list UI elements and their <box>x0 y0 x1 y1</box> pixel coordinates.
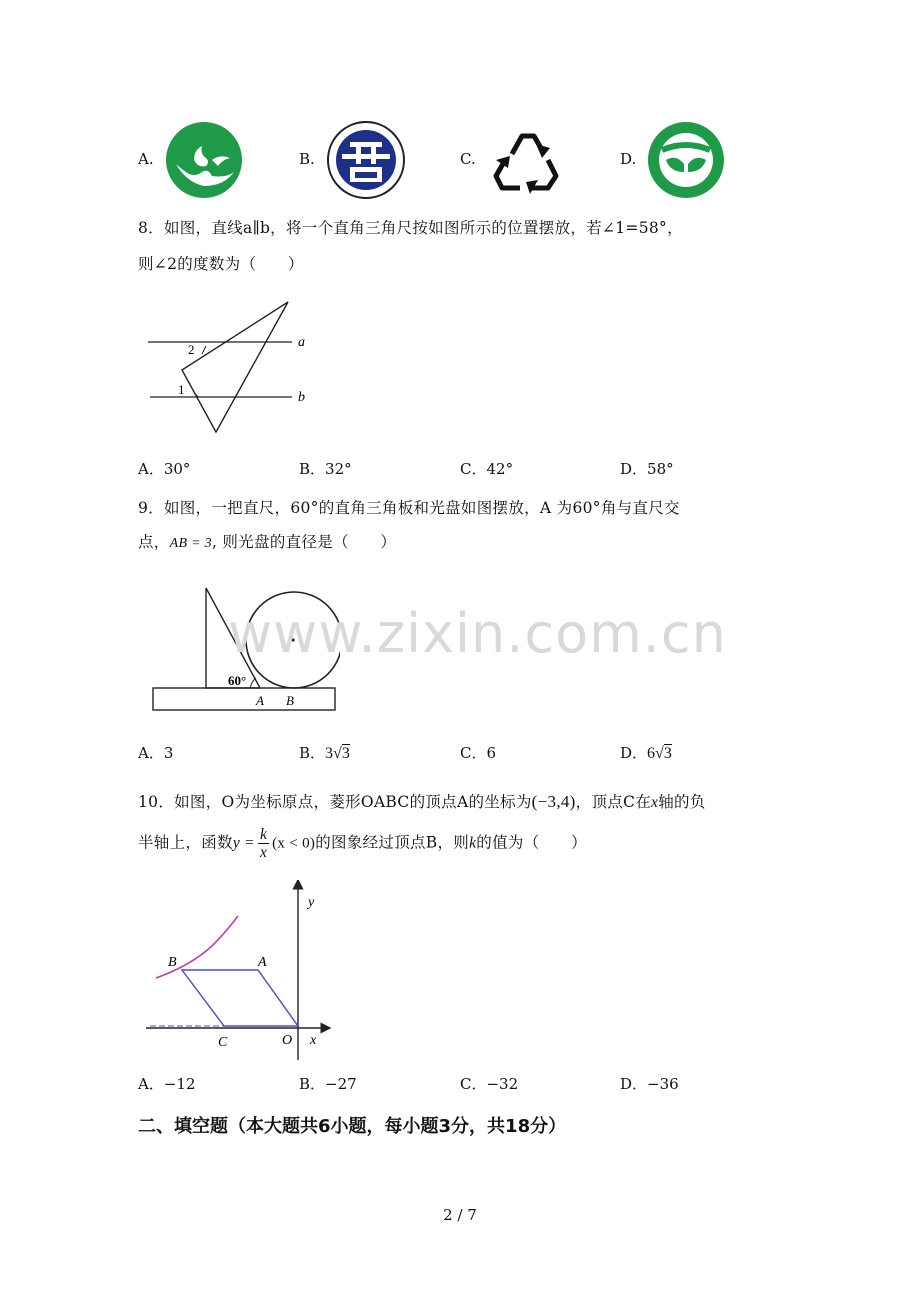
label-y-axis: y <box>308 895 315 910</box>
q7-option-a-label: A. <box>138 150 154 168</box>
q10-fraction-numerator: k <box>259 826 268 843</box>
label-angle-2: 2 <box>188 342 195 357</box>
label-point-c: C <box>218 1035 228 1050</box>
q8-figure <box>140 294 320 444</box>
label-line-b: b <box>298 390 305 405</box>
navy-emblem-logo-icon <box>326 120 406 200</box>
q10-option-d: D．−36 <box>620 1075 679 1093</box>
q10-text-line1 <box>138 790 706 812</box>
q10-text-line2 <box>138 826 587 861</box>
q10-fn-y: y = <box>232 834 255 852</box>
label-point-a: A <box>256 693 264 708</box>
q10-line2-part-a: 半轴上，函数 <box>138 833 233 852</box>
q9-text-line1: 9．如图，一把直尺，60°的直角三角板和光盘如图摆放，A 为60°角与直尺交 <box>138 499 680 517</box>
label-line-a: a <box>298 335 305 350</box>
watermark: www.zixin.com.cn <box>228 602 727 665</box>
q10-x-var: x <box>651 794 659 811</box>
q10-fraction <box>258 826 269 861</box>
q10-line1-part-b: ，顶点C在 <box>575 793 652 811</box>
q10-line1-part-a: 10．如图，O为坐标原点，菱形OABC的顶点A的坐标为 <box>138 793 532 811</box>
q10-fraction-denominator: x <box>259 844 268 861</box>
q8-option-b: B．32° <box>299 460 352 478</box>
q10-figure <box>140 880 340 1064</box>
green-water-logo-icon <box>164 120 244 200</box>
q7-option-c-label: C. <box>460 150 476 168</box>
green-food-logo-icon <box>646 120 726 200</box>
q9-option-c: C．6 <box>460 744 497 762</box>
q9-option-b <box>299 742 350 763</box>
q9-text-line2 <box>138 530 396 552</box>
q10-line2-part-b: 的图象经过顶点B，则 <box>315 833 470 852</box>
q9-option-d-label: D． <box>620 744 648 762</box>
q7-option-d-label: D. <box>620 150 637 168</box>
q9-option-d-radicand: 3 <box>663 745 672 762</box>
right-triangle <box>182 302 288 432</box>
sqrt-icon: √ <box>655 745 664 762</box>
ruler <box>153 688 335 710</box>
q9-option-d-coef: 6 <box>647 745 656 762</box>
label-angle-1: 1 <box>178 382 185 397</box>
label-angle-60: 60° <box>228 673 247 688</box>
q8-option-d: D．58° <box>620 460 674 478</box>
sqrt-icon: √ <box>333 745 342 762</box>
q8-option-c: C．42° <box>460 460 514 478</box>
label-point-b: B <box>286 693 294 708</box>
q9-option-b-coef: 3 <box>325 745 334 762</box>
q10-option-b: B．−27 <box>299 1075 357 1093</box>
q10-option-a: A．−12 <box>138 1075 196 1093</box>
q9-option-a: A．3 <box>138 744 174 762</box>
q9-line2-prefix: 点， <box>138 533 170 551</box>
label-point-a: A <box>258 955 267 970</box>
q10-k-var: k <box>469 834 477 852</box>
q10-fn-condition: (x < 0) <box>272 835 316 852</box>
section-heading: 二、填空题（本大题共6小题，每小题3分，共18分） <box>138 1116 567 1137</box>
q9-option-b-label: B． <box>299 744 326 762</box>
page-number: 2 / 7 <box>443 1206 477 1224</box>
rhombus-oabc <box>182 970 298 1026</box>
q10-point-a-coord: (−3,4) <box>531 792 576 811</box>
label-x-axis: x <box>310 1033 317 1048</box>
q8-text-line1: 8．如图，直线a∥b，将一个直角三角尺按如图所示的位置摆放，若∠1=58°， <box>138 219 683 237</box>
q9-option-b-radicand: 3 <box>341 745 350 762</box>
q10-line1-part-c: 轴的负 <box>658 793 706 811</box>
q9-ab-equation: AB = 3 <box>169 536 212 551</box>
q9-line2-suffix: , 则光盘的直径是（ ） <box>211 533 397 551</box>
q10-line2-part-c: 的值为（ ） <box>476 833 587 852</box>
angle-2-arc <box>202 346 206 354</box>
recycle-icon <box>486 120 566 200</box>
label-point-b: B <box>168 955 177 970</box>
q8-option-a: A．30° <box>138 460 191 478</box>
q10-option-c: C．−32 <box>460 1075 519 1093</box>
q8-text-line2: 则∠2的度数为（ ） <box>138 255 304 273</box>
label-origin-o: O <box>282 1033 293 1048</box>
q7-option-b-label: B. <box>299 150 315 168</box>
q9-option-d <box>620 742 672 763</box>
